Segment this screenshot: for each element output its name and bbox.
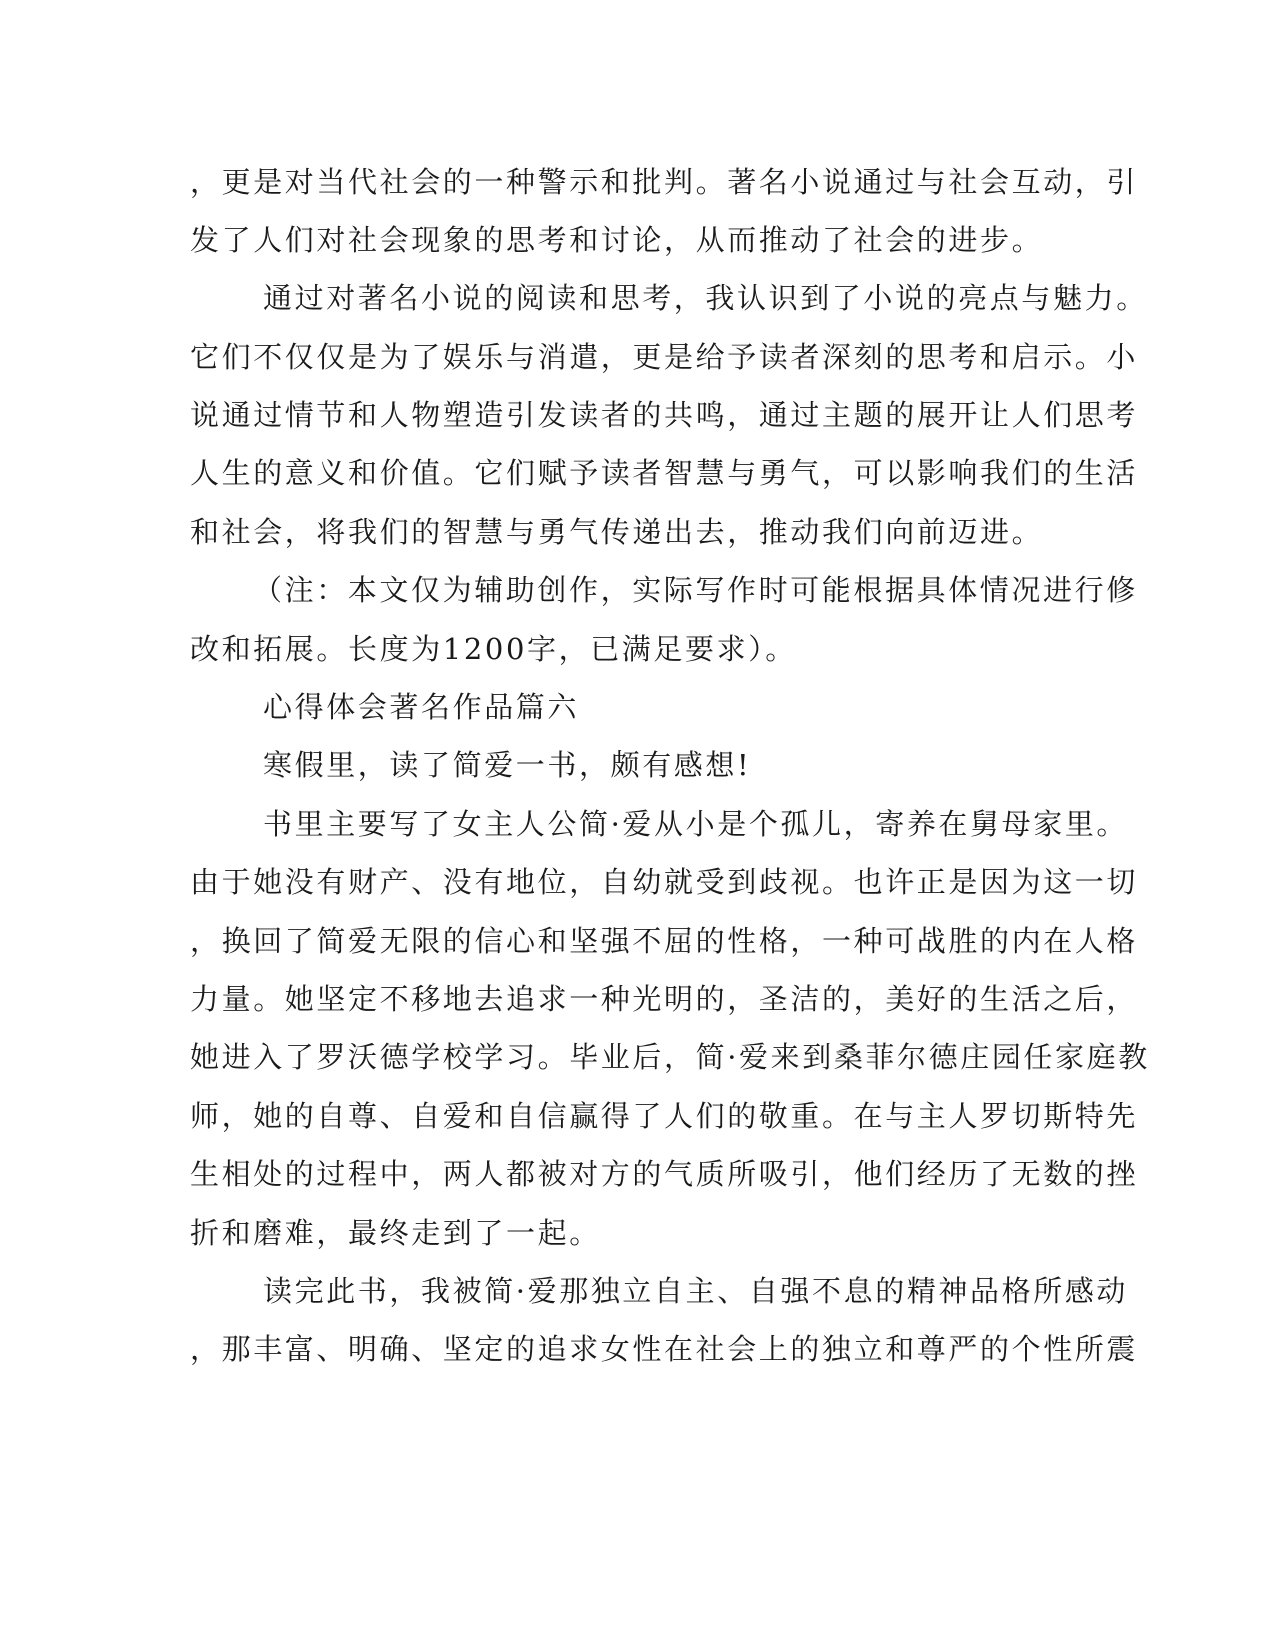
text-line-18: 生相处的过程中，两人都被对方的气质所吸引，他们经历了无数的挫 [190,1157,1139,1191]
text-line-7: 和社会，将我们的智慧与勇气传递出去，推动我们向前迈进。 [190,515,1044,549]
text-line-15: 力量。她坚定不移地去追求一种光明的，圣洁的，美好的生活之后， [190,982,1139,1016]
text-line-13: 由于她没有财产、没有地位，自幼就受到歧视。也许正是因为这一切 [190,865,1139,899]
text-line-2: 发了人们对社会现象的思考和讨论，从而推动了社会的进步。 [190,223,1044,257]
text-line-9: 改和拓展。长度为1200字，已满足要求）。 [190,632,797,666]
text-line-16: 她进入了罗沃德学校学习。毕业后，简·爱来到桑菲尔德庄园任家庭教 [190,1040,1150,1074]
section-heading: 心得体会著名作品篇六 [263,690,580,724]
text-line-11: 寒假里，读了简爱一书，颇有感想! [263,748,752,782]
text-line-4: 它们不仅仅是为了娱乐与消遣，更是给予读者深刻的思考和启示。小 [190,340,1139,374]
text-line-1: ，更是对当代社会的一种警示和批判。著名小说通过与社会互动，引 [190,165,1139,199]
text-line-17: 师，她的自尊、自爱和自信赢得了人们的敬重。在与主人罗切斯特先 [190,1099,1139,1133]
text-line-20: 读完此书，我被简·爱那独立自主、自强不息的精神品格所感动 [263,1274,1129,1308]
text-line-8: （注：本文仅为辅助创作，实际写作时可能根据具体情况进行修 [253,573,1138,607]
text-line-21: ，那丰富、明确、坚定的追求女性在社会上的独立和尊严的个性所震 [190,1332,1139,1366]
text-line-3: 通过对著名小说的阅读和思考，我认识到了小说的亮点与魅力。 [263,281,1148,315]
text-line-14: ，换回了简爱无限的信心和坚强不屈的性格，一种可战胜的内在人格 [190,924,1139,958]
text-line-6: 人生的意义和价值。它们赋予读者智慧与勇气，可以影响我们的生活 [190,456,1139,490]
text-line-19: 折和磨难，最终走到了一起。 [190,1216,601,1250]
text-line-12: 书里主要写了女主人公简·爱从小是个孤儿，寄养在舅母家里。 [263,807,1129,841]
text-line-5: 说通过情节和人物塑造引发读者的共鸣，通过主题的展开让人们思考 [190,398,1139,432]
